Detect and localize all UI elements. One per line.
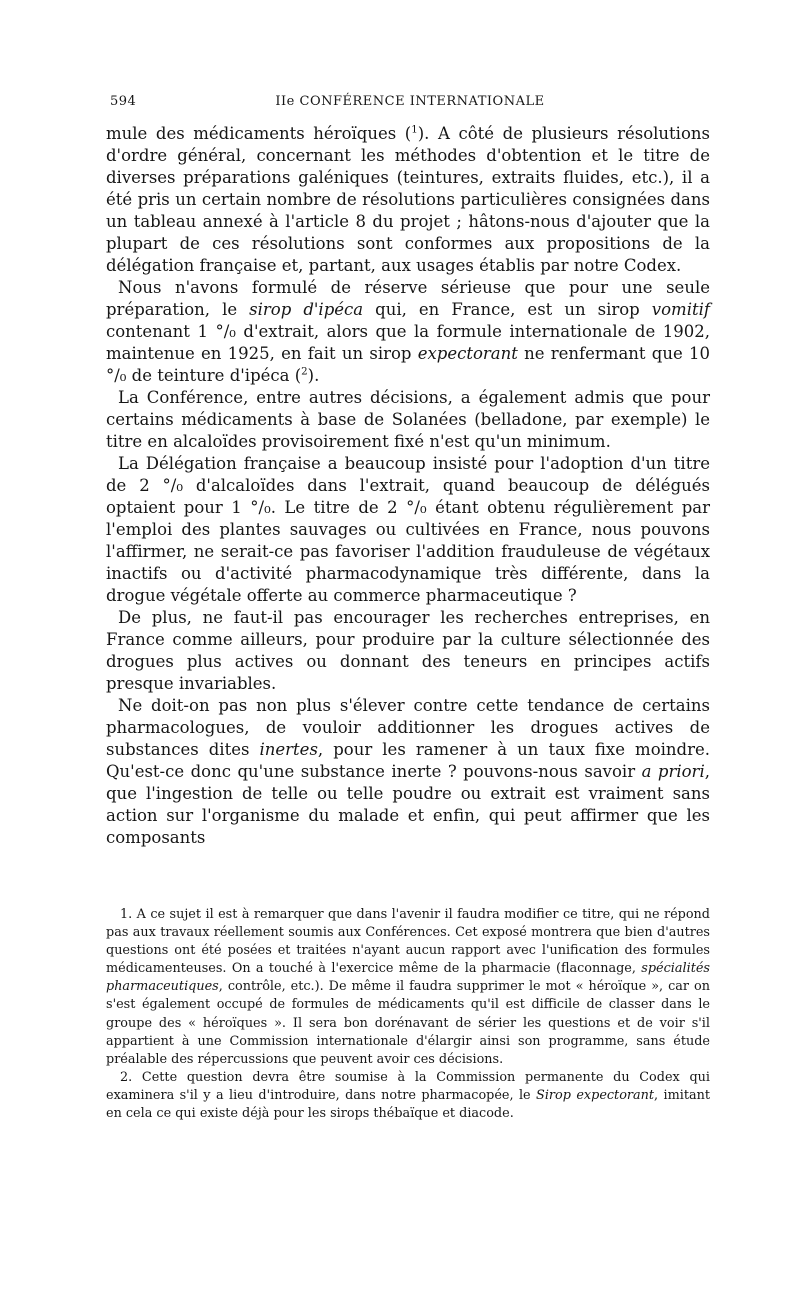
- page-header: [110, 94, 710, 116]
- footnotes: [106, 906, 710, 1123]
- term-sirop-ipeca: sirop d'ipéca: [249, 300, 364, 319]
- paragraph-4: La Délégation française a beaucoup insisté pour l'adoption d'un titre de 2 °/₀ d'alcaloïdes dans l'extrait, quand beaucoup de délégués optaient pour 1 °/₀. Le titre de 2 °/₀ étant obtenu régulièrement par l'emploi des plantes sauvages ou cultivées en France, nous pouvons l'affirmer, ne serait-ce pas favoriser l'addition frauduleuse de végétaux inactifs ou d'activité pharmacodynamique très différente, dans la drogue végétale offerte au commerce pharmaceutique ?: [106, 454, 710, 605]
- term-inertes: inertes: [259, 740, 318, 759]
- page-number: 594: [110, 94, 137, 109]
- footnote-ref-1: 1: [411, 124, 418, 136]
- paragraph-2: Nous n'avons formulé de réserve sérieuse que pour une seule préparation, le sirop d'ipéca qui, en France, est un sirop vomitif contenant 1 °/₀ d'extrait, alors que la formule internationale de 1902, maintenue en 1925, en fait un sirop expectorant ne renfermant que 10 °/₀ de teinture d'ipéca ($^2$).: [106, 278, 710, 385]
- paragraph-6: Ne doit-on pas non plus s'élever contre cette tendance de certains pharmacologues, de vouloir additionner les drogues actives de substances dites inertes, pour les ramener à un taux fixe moindre. Qu'est-ce donc qu'une substance inerte ? pouvons-nous savoir a priori, que l'ingestion de telle ou telle poudre ou extrait est vraiment sans action sur l'organisme du malade et enfin, qui peut affirmer que les composants: [106, 696, 710, 847]
- footnote-1: 1. A ce sujet il est à remarquer que dans l'avenir il faudra modifier ce titre, qui ne répond pas aux travaux réellement soumis aux Conférences. Cet exposé montrera que bien d'autres questions ont été posées et traitées n'ayant aucun rapport avec l'unification des formules médicamenteuses. On a touché à l'exercice même de la pharmacie (flaconnage, spécialités pharmaceutiques, contrôle, etc.). De même il faudra supprimer le mot « héroïque », car on s'est également occupé de formules de médicaments qu'il est difficile de classer dans le groupe des « héroïques ». Il sera bon dorénavant de sérier les questions et de voir s'il appartient à une Commission internationale d'élargir ainsi son programme, sans étude préalable des répercussions que peuvent avoir ces décisions.: [106, 907, 710, 1067]
- term-expectorant: expectorant: [417, 344, 518, 363]
- paragraph-3: La Conférence, entre autres décisions, a également admis que pour certains médicaments à base de Solanées (belladone, par exemple) le titre en alcaloïdes provisoirement fixé n'est qu'un minimum.: [106, 388, 710, 451]
- footnote-ref-2: 2: [301, 366, 308, 378]
- footnote-2: 2. Cette question devra être soumise à la Commission permanente du Codex qui examinera s'il y a lieu d'introduire, dans notre pharmacopée, le Sirop expectorant, imitant en cela ce qui existe déjà pour les sirops thébaïque et diacode.: [106, 1069, 710, 1122]
- paragraph-5: De plus, ne faut-il pas encourager les recherches entreprises, en France comme ailleurs, pour produire par la culture sélectionnée des drogues plus actives ou donnant des teneurs en principes actifs presque invariables.: [106, 608, 710, 693]
- running-title: IIe CONFÉRENCE INTERNATIONALE: [275, 94, 545, 109]
- term-vomitif: vomitif: [651, 300, 710, 319]
- paragraph-1: mule des médicaments héroïques ($^1$). A côté de plusieurs résolutions d'ordre général, concernant les méthodes d'obtention et le titre de diverses préparations galéniques (teintures, extraits fluides, etc.), il a été pris un certain nombre de résolutions particulières consignées dans un tableau annexé à l'article 8 du projet ; hâtons-nous d'ajouter que la plupart de ces résolutions sont conformes aux propositions de la délégation française et, partant, aux usages établis par notre Codex.: [106, 124, 710, 275]
- term-a-priori: a priori: [641, 762, 705, 781]
- body-text: [106, 123, 710, 849]
